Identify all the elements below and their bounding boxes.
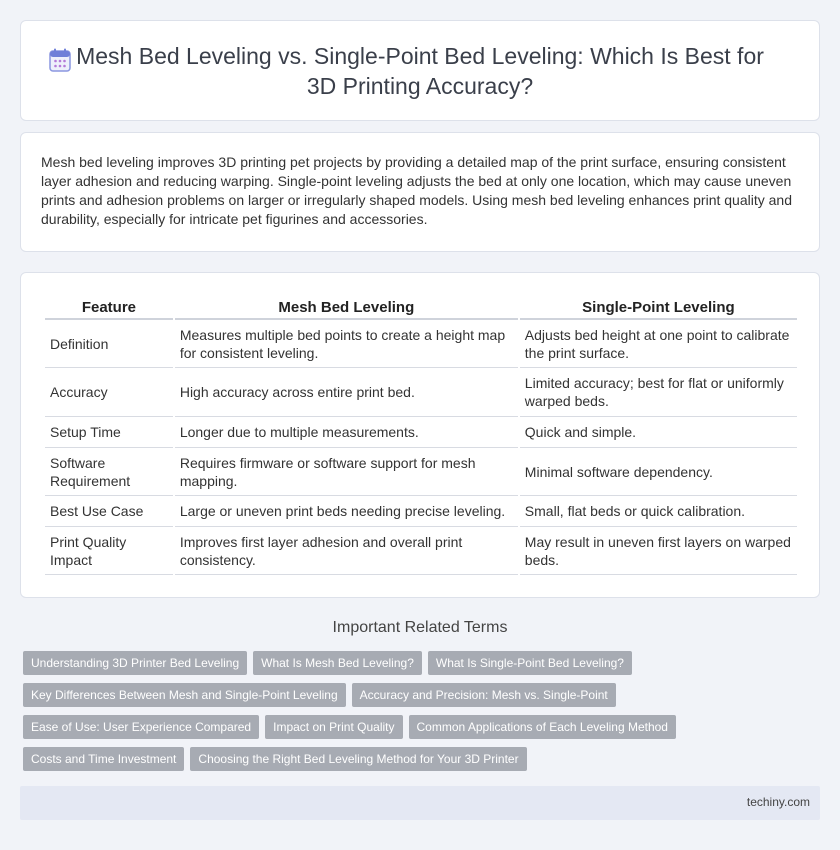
intro-paragraph: Mesh bed leveling improves 3D printing pet projects by providing a detailed map of the print surface, ensuring consistent layer adhesion and reducing warping. Single-point leveling adjusts the bed at only one location, which may cause uneven prints and adhesion problems on larger or irregularly shaped models. Using mesh bed leveling enhances print quality and durability, especially for intricate pet figurines and accessories. [41,154,792,227]
related-term-tag[interactable]: What Is Single-Point Bed Leveling? [428,651,632,675]
feature-cell: Software Requirement [45,448,173,496]
single-point-cell: Limited accuracy; best for flat or uniformly warped beds. [520,368,797,417]
related-term-tag[interactable]: Costs and Time Investment [23,747,184,771]
tag-row [23,683,823,707]
related-term-tag[interactable]: Impact on Print Quality [265,715,402,739]
footer [20,786,820,820]
feature-cell: Print Quality Impact [45,527,173,575]
header-feature: Feature [45,295,173,320]
intro-card [20,132,820,252]
single-point-cell: Minimal software dependency. [520,448,797,496]
related-term-tag[interactable]: Choosing the Right Bed Leveling Method for Your 3D Printer [190,747,526,771]
single-point-cell: Quick and simple. [520,417,797,448]
mesh-cell: Large or uneven print beds needing precise leveling. [175,496,518,527]
feature-cell: Accuracy [45,368,173,417]
related-terms-heading: Important Related Terms [332,619,508,636]
feature-cell: Definition [45,320,173,368]
header-single-point: Single-Point Leveling [520,295,797,320]
related-term-tag[interactable]: Key Differences Between Mesh and Single-Point Leveling [23,683,346,707]
related-term-tag[interactable]: Accuracy and Precision: Mesh vs. Single-Point [352,683,616,707]
table-row [45,417,797,448]
tag-row [23,747,823,771]
single-point-cell: May result in uneven first layers on warped beds. [520,527,797,575]
header-mesh: Mesh Bed Leveling [175,295,518,320]
title-card [20,20,820,121]
table-row [45,448,797,496]
tag-row [23,715,823,739]
table-row [45,527,797,575]
related-term-tag[interactable]: What Is Mesh Bed Leveling? [253,651,422,675]
mesh-cell: Longer due to multiple measurements. [175,417,518,448]
related-term-tag[interactable]: Understanding 3D Printer Bed Leveling [23,651,247,675]
single-point-cell: Small, flat beds or quick calibration. [520,496,797,527]
mesh-cell: Requires firmware or software support for mesh mapping. [175,448,518,496]
feature-cell: Best Use Case [45,496,173,527]
tag-row [23,651,823,675]
footer-site-link[interactable]: techiny.com [746,795,810,809]
feature-cell: Setup Time [45,417,173,448]
table-header-row [45,295,797,320]
related-terms-list [23,651,823,779]
page-title: Mesh Bed Leveling vs. Single-Point Bed Leveling: Which Is Best for 3D Printing Accuracy? [76,42,764,99]
mesh-cell: High accuracy across entire print bed. [175,368,518,417]
table-row [45,496,797,527]
table-row [45,368,797,417]
table-row [45,320,797,368]
related-term-tag[interactable]: Common Applications of Each Leveling Method [409,715,676,739]
single-point-cell: Adjusts bed height at one point to calibrate the print surface. [520,320,797,368]
mesh-cell: Improves first layer adhesion and overall print consistency. [175,527,518,575]
comparison-table-card [20,272,820,598]
related-term-tag[interactable]: Ease of Use: User Experience Compared [23,715,259,739]
mesh-cell: Measures multiple bed points to create a height map for consistent leveling. [175,320,518,368]
comparison-table [43,295,799,575]
